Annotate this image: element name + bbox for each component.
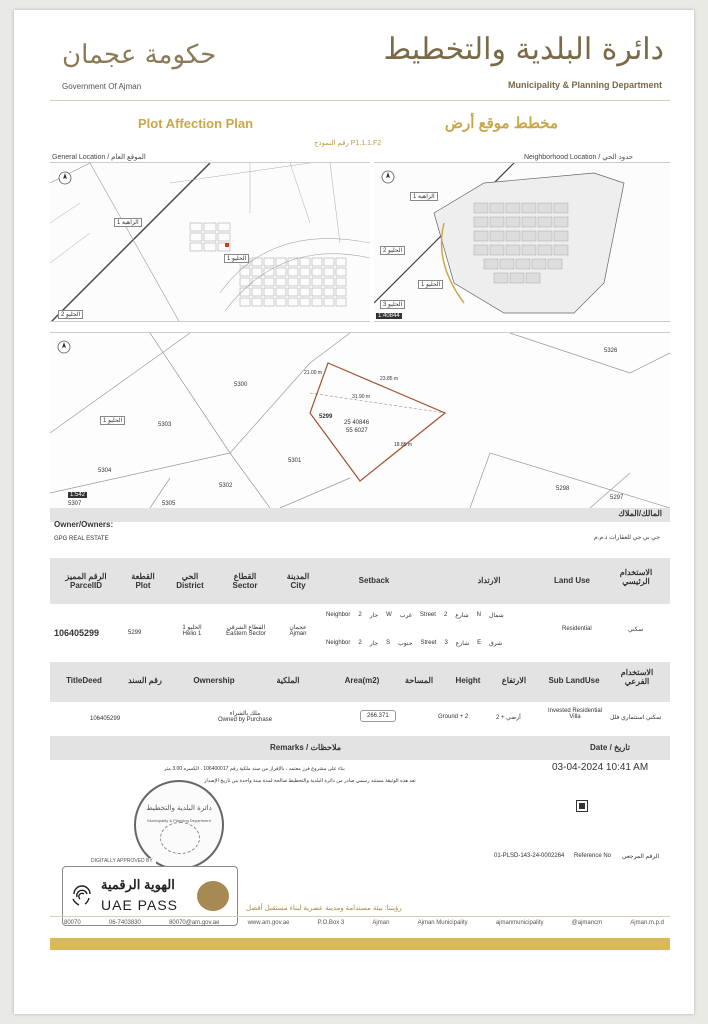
contact-website[interactable]: www.am.gov.ae — [247, 920, 290, 926]
city-value — [276, 624, 320, 637]
col-parcel-header — [54, 572, 118, 590]
municipality-logo-ar: دائرة البلدية والتخطيط — [383, 32, 664, 67]
col-sector-ar: القطاع — [233, 572, 257, 581]
neighborhood-location-map — [374, 162, 670, 322]
plot-number-5298: 5298 — [556, 486, 570, 492]
sublanduse-value-ar: سكني استثماري فلل — [610, 715, 662, 721]
setback-2-dir-en: S — [386, 640, 391, 646]
plot-number-5304: 5304 — [98, 468, 112, 474]
owner-name-en: GPG REAL ESTATE — [54, 536, 109, 542]
plot-number-5297: 5297 — [610, 495, 624, 501]
remarks-text: بناء على مشروع فرز معتمد ، بالإفراز من سند ملكية رقم 106400017 ، الكسره 3.00 متر — [164, 766, 345, 772]
col-city-ar: المدينة — [286, 572, 310, 581]
government-logo-ar: حكومة عجمان — [62, 40, 217, 70]
plot-number-5299: 5299 — [319, 414, 333, 420]
contact-phone-1[interactable]: 80070 — [64, 920, 81, 926]
dimension-label-d: 21.00 m — [304, 370, 323, 376]
col-plot-ar: القطعة — [131, 572, 155, 581]
col-sublanduse-en: Sub LandUse — [548, 676, 600, 685]
uae-pass-label-ar: الهوية الرقمية — [101, 877, 175, 892]
setback-1-dir-en: W — [386, 612, 392, 618]
neighborhood-label-helio3: الحليو 3 — [380, 300, 405, 309]
owner-label-en: Owner/Owners: — [54, 520, 114, 529]
setback-1-value: 2 — [358, 612, 362, 618]
neighborhood-scale: 1:40844 — [378, 313, 400, 319]
col-plot-header — [122, 572, 164, 590]
setback-2-dir2-ar: شرق — [489, 641, 503, 647]
ajman-emblem-icon — [197, 881, 229, 911]
col-city-en: City — [290, 581, 306, 590]
owner-label-ar: المالك/الملاك — [618, 509, 662, 518]
ownership-value-ar: ملك بالشراء — [229, 711, 261, 717]
setback-2-type2: Street — [420, 640, 437, 646]
footer-gold-bar — [50, 938, 670, 950]
col-sublanduse-ar: الاستخدام الفرعي — [620, 668, 654, 686]
reference-number: 01-PLSD-143-24-0002264 — [494, 853, 565, 859]
dimension-label-a: 23.85 m — [380, 376, 399, 382]
district-value-en: Helio 1 — [182, 631, 202, 637]
col-parcel-ar: الرقم المميز — [65, 572, 107, 581]
ownership-value — [210, 710, 280, 723]
sublanduse-value-en: Invested Residential Villa — [547, 708, 603, 720]
col-ownership-en: Ownership — [193, 676, 235, 685]
city-value-ar: عجمان — [289, 625, 307, 631]
issue-date: 03-04-2024 10:41 AM — [552, 762, 649, 773]
contact-instagram[interactable]: ajmanmunicipality — [495, 920, 544, 926]
setback-2-value2: 3 — [444, 640, 448, 646]
setback-2-value: 2 — [358, 640, 362, 646]
general-map-drawing — [50, 163, 370, 321]
setback-1-value2: 2 — [443, 612, 448, 618]
header-divider — [50, 100, 670, 101]
setback-2-dir2-en: E — [477, 640, 482, 646]
district-value-ar: الحليو 1 — [182, 625, 202, 631]
neighborhood-map-drawing — [374, 163, 670, 321]
contact-city: Ajman — [372, 920, 390, 926]
neighborhood-label-helio1: الحليو 1 — [418, 280, 443, 289]
col-parcel-en: ParcelID — [69, 581, 103, 590]
reference-label-en: Reference No — [574, 853, 612, 859]
uae-pass-label-en: UAE PASS — [101, 897, 178, 913]
col-landuse-ar: الاستخدام الرئيسي — [619, 568, 653, 586]
col-area-ar: المساحة — [404, 676, 434, 685]
dimension-label-c: 18.85 m — [394, 442, 413, 448]
contact-email[interactable]: 80070@am.gov.ae — [169, 920, 220, 926]
contact-twitter[interactable]: @ajmancm — [571, 920, 603, 926]
col-ownership-ar: الملكية — [276, 676, 300, 685]
plot-number-5307: 5307 — [68, 501, 82, 507]
general-location-label: General Location / الموقع العام — [52, 154, 146, 161]
owner-name-ar: جي بي جي للعقارات ذ.م.م — [594, 535, 660, 541]
setback-1-unit: جار — [369, 613, 379, 619]
setback-1-dir2-ar: شمال — [488, 613, 504, 619]
col-district-ar: الحي — [181, 572, 199, 581]
general-map-label-helio1: الحليو 1 — [224, 254, 249, 263]
document-page — [14, 10, 694, 1014]
col-setback-ar: الارتداد — [477, 576, 501, 585]
contact-phone-2[interactable]: 06-7403830 — [108, 920, 141, 926]
setback-row-2 — [326, 640, 546, 647]
col-titledeed-ar: رقم السند — [128, 676, 162, 685]
stamp-text-ar: دائرة البلدية والتخطيط — [146, 804, 212, 812]
digitally-approved-label: DIGITALLY APPROVED BY — [88, 858, 156, 864]
height-value-en: Ground + 2 — [438, 714, 469, 720]
sector-value — [218, 624, 274, 637]
general-location-map — [50, 162, 370, 322]
setback-1-dir2-en: N — [476, 612, 481, 618]
sector-value-ar: القطاع الشرقي — [226, 625, 266, 631]
reference-label-ar: الرقم المرجعي — [622, 854, 660, 860]
setback-1-type: Neighbor — [326, 612, 351, 618]
plot-number-5300: 5300 — [234, 382, 248, 388]
document-title-ar: مخطط موقع أرض — [444, 115, 558, 132]
form-number: رقم النموذج P1.1.1.F2 — [314, 140, 382, 147]
neighborhood-label-helio2: الحليو 2 — [380, 246, 405, 255]
contact-facebook[interactable]: Ajman Municipality — [417, 920, 468, 926]
plot-number-5301: 5301 — [288, 458, 302, 464]
landuse-value-en: Residential — [562, 626, 592, 632]
setback-1-type2: Street — [419, 612, 436, 618]
contact-youtube[interactable]: Ajman.m.p.d — [630, 920, 664, 926]
setback-2-dir-ar: جنوب — [398, 641, 413, 647]
remarks-header-bar — [50, 736, 670, 760]
landuse-value-ar: سكني — [628, 627, 644, 633]
fingerprint-icon — [69, 881, 95, 907]
titledeed-value: 106405299 — [90, 716, 121, 722]
setback-1-dir-ar: غرب — [399, 613, 412, 619]
col-district-en: District — [176, 581, 204, 590]
setback-2-unit: جار — [369, 641, 379, 647]
uae-pass-badge — [62, 866, 238, 926]
plot-map-scale: 1:542 — [70, 492, 86, 498]
neighborhood-location-label: Neighborhood Location / حدود الحي — [524, 154, 634, 161]
document-title-en: Plot Affection Plan — [138, 116, 254, 131]
plot-coords-2: 55 6027 — [346, 428, 368, 434]
general-map-label-helio2: الحليو 2 — [58, 310, 83, 319]
validity-note: تعد هذه الوثيقة مستند رسمي صادر من دائرة البلدية والتخطيط صالحة لمدة سنة واحدة من تاريخ الإصدار — [204, 778, 416, 784]
plot-number-5303: 5303 — [158, 422, 172, 428]
sector-value-en: Eastern Sector — [226, 631, 266, 637]
setback-1-unit2: شارع — [455, 613, 469, 619]
setback-row-1 — [326, 612, 546, 619]
col-sector-header — [218, 572, 272, 590]
contact-pobox: P.O.Box 3 — [317, 920, 345, 926]
col-setback-en: Setback — [358, 576, 390, 585]
neighborhood-label-zahia: الزاهية 1 — [410, 192, 438, 201]
col-titledeed-en: TitleDeed — [66, 676, 102, 685]
footer-contacts — [64, 920, 664, 926]
city-value-en: Ajman — [289, 631, 307, 637]
setback-2-unit2: شارع — [455, 641, 470, 647]
col-height-en: Height — [455, 676, 481, 685]
government-logo-en: Government Of Ajman — [62, 82, 142, 91]
district-value — [170, 624, 214, 637]
plot-number-5305: 5305 — [162, 501, 176, 507]
col-area-en: Area(m2) — [344, 676, 380, 685]
stamp-text-en: Municipality & Planning Department — [147, 818, 211, 823]
owner-header-bar — [50, 508, 670, 522]
dimension-label-b: 31.90 m — [352, 394, 371, 400]
col-height-ar: الارتفاع — [501, 676, 527, 685]
col-plot-en: Plot — [135, 581, 151, 590]
general-map-label-zahia: الزاهية 1 — [114, 218, 142, 227]
col-sector-en: Sector — [232, 581, 258, 590]
plot-value: 5299 — [128, 630, 142, 636]
remarks-label: Remarks / ملاحظات — [270, 743, 342, 752]
plot-number-5326: 5326 — [604, 348, 618, 354]
municipality-logo-en: Municipality & Planning Department — [507, 80, 662, 90]
height-value-ar: أرضي + 2 — [496, 715, 521, 721]
col-district-header — [166, 572, 214, 590]
ownership-value-en: Owned by Purchase — [217, 717, 273, 723]
parcel-id-value: 106405299 — [54, 628, 100, 638]
setback-2-type: Neighbor — [326, 640, 351, 646]
col-landuse-en: Land Use — [553, 576, 590, 585]
vision-slogan: رؤيتنا: بيئة مستدامة ومدينة عصرية لبناء مستقبل أفضل — [246, 905, 402, 912]
col-city-header — [274, 572, 322, 590]
plot-number-5302: 5302 — [219, 483, 233, 489]
plot-map-district-label: الحليو 1 — [100, 416, 125, 425]
date-label: Date / تاريخ — [590, 743, 630, 752]
area-value: 266.371 — [360, 710, 396, 722]
official-stamp — [134, 780, 224, 870]
qr-code-icon — [576, 800, 588, 812]
plot-coords-1: 25 40846 — [344, 420, 370, 426]
